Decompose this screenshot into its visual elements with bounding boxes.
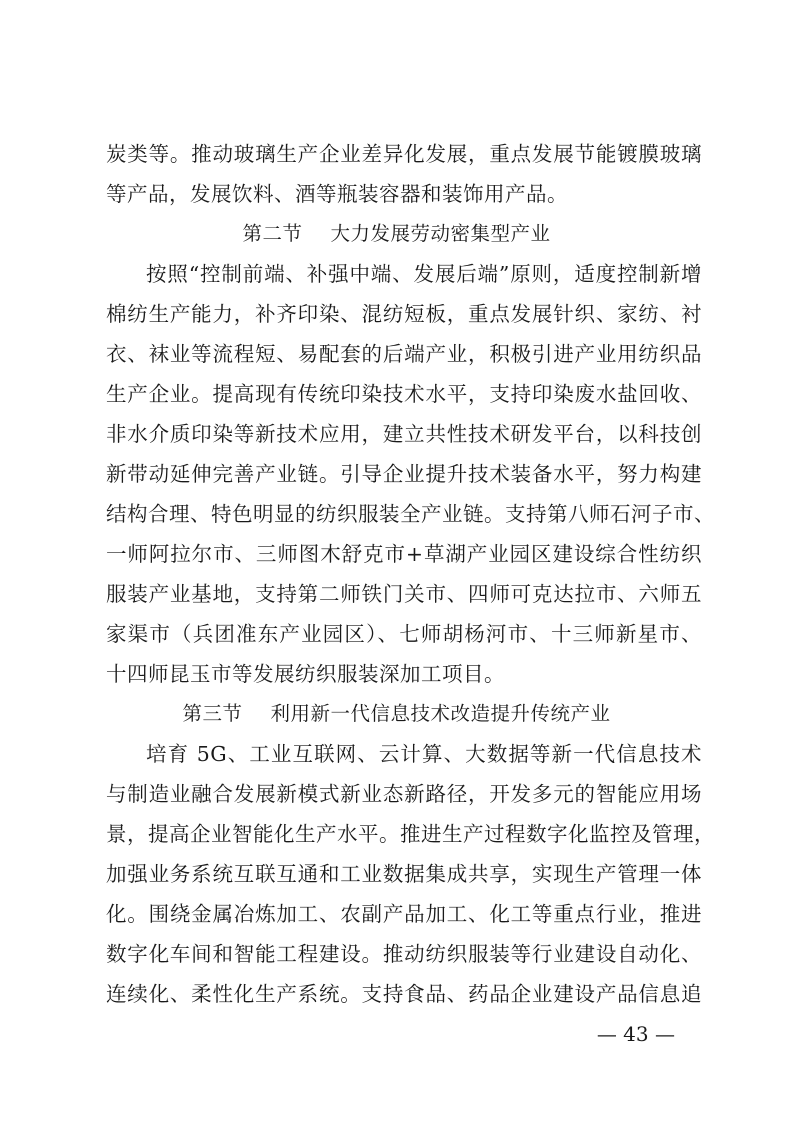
paragraph-line: 家渠市（兵团准东产业园区）、七师胡杨河市、十三师新星市、 (106, 622, 702, 646)
section-number: 第二节 (242, 222, 303, 245)
paragraph-line: 连续化、柔性化生产系统。支持食品、药品企业建设产品信息追 (106, 982, 702, 1006)
paragraph-line: 培育 5G、工业互联网、云计算、大数据等新一代信息技术 (146, 742, 702, 766)
paragraph-line: 服装产业基地，支持第二师铁门关市、四师可克达拉市、六师五 (106, 582, 702, 606)
section-title: 利用新一代信息技术改造提升传统产业 (270, 702, 611, 725)
paragraph-line: 新带动延伸完善产业链。引导企业提升技术装备水平，努力构建 (106, 462, 702, 486)
paragraph-line: 化。围绕金属冶炼加工、农副产品加工、化工等重点行业，推进 (106, 902, 702, 926)
page-number: — 43 — (596, 1022, 675, 1046)
paragraph-line: 等产品，发展饮料、酒等瓶装容器和装饰用产品。 (106, 182, 568, 206)
section-number: 第三节 (182, 702, 243, 725)
paragraph-line: 生产企业。提高现有传统印染技术水平，支持印染废水盐回收、 (106, 382, 702, 406)
paragraph-line: 炭类等。推动玻璃生产企业差异化发展，重点发展节能镀膜玻璃 (106, 142, 702, 166)
section-title: 大力发展劳动密集型产业 (330, 222, 551, 245)
paragraph-line: 棉纺生产能力，补齐印染、混纺短板，重点发展针织、家纺、衬 (106, 302, 702, 326)
paragraph-line: 与制造业融合发展新模式新业态新路径，开发多元的智能应用场 (106, 782, 702, 806)
paragraph-line: 数字化车间和智能工程建设。推动纺织服装等行业建设自动化、 (106, 942, 702, 966)
paragraph-line: 非水介质印染等新技术应用，建立共性技术研发平台，以科技创 (106, 422, 702, 446)
paragraph-line: 加强业务系统互联互通和工业数据集成共享，实现生产管理一体 (106, 862, 702, 886)
paragraph-line: 结构合理、特色明显的纺织服装全产业链。支持第八师石河子市、 (106, 502, 715, 526)
section-heading (0, 214, 793, 254)
section-heading (0, 694, 793, 734)
paragraph-line: 十四师昆玉市等发展纺织服装深加工项目。 (106, 662, 505, 686)
paragraph-line: 景，提高企业智能化生产水平。推进生产过程数字化监控及管理， (106, 822, 715, 846)
paragraph-line: 按照“控制前端、补强中端、发展后端”原则，适度控制新增 (146, 262, 702, 286)
paragraph-line: 一师阿拉尔市、三师图木舒克市+草湖产业园区建设综合性纺织 (106, 542, 702, 566)
paragraph-line: 衣、袜业等流程短、易配套的后端产业，积极引进产业用纺织品 (106, 342, 702, 366)
